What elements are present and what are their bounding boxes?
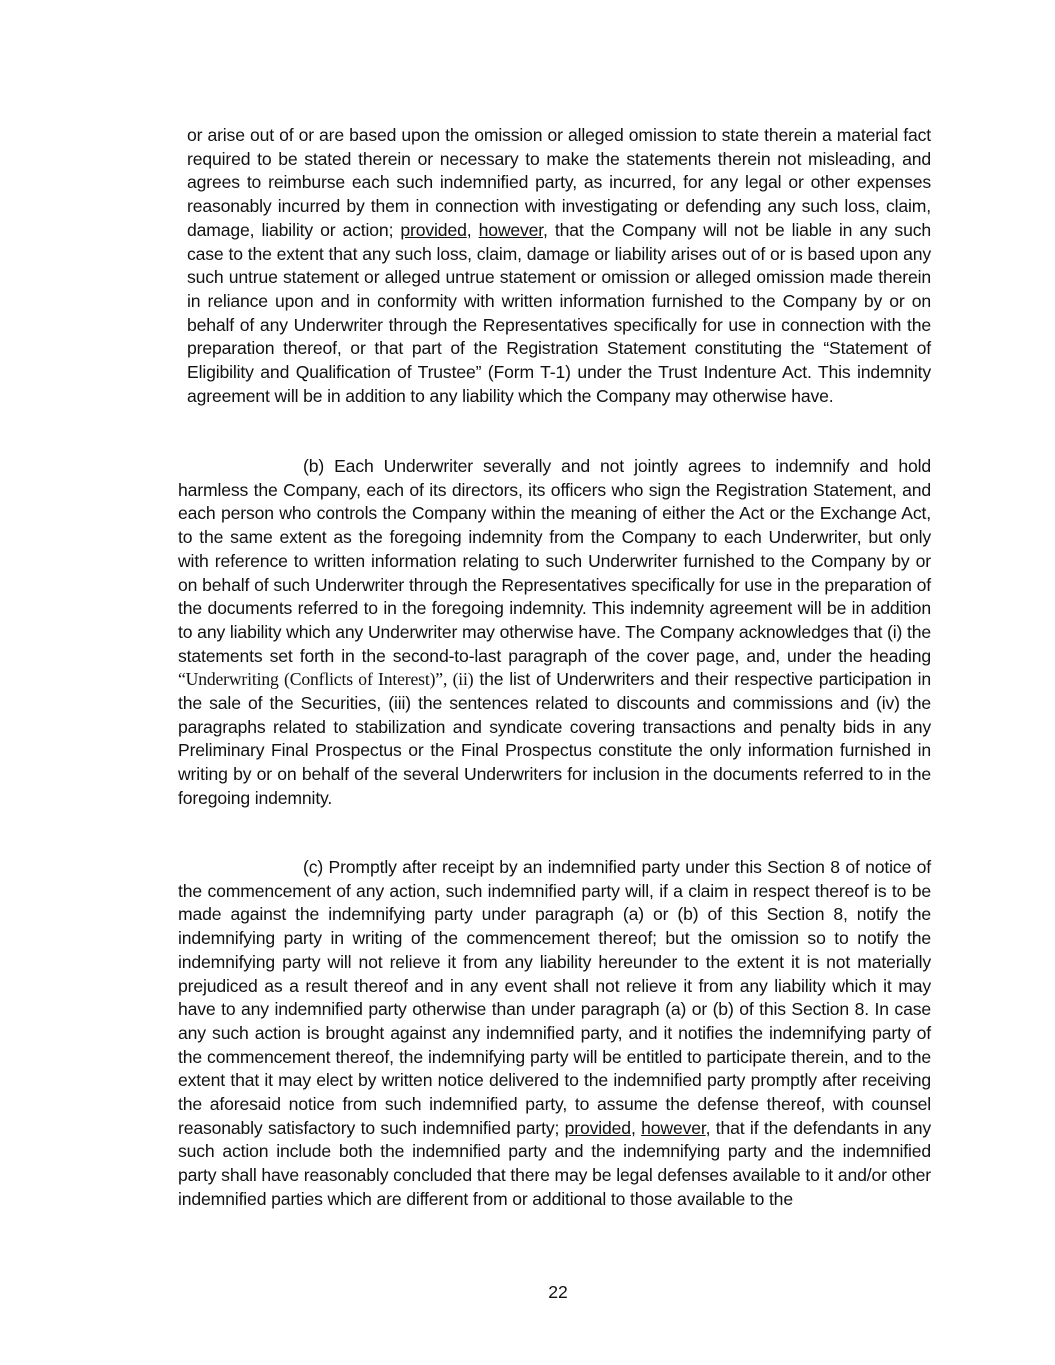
paragraph-b	[178, 455, 931, 811]
separator: ,	[630, 1117, 642, 1138]
separator: ,	[466, 219, 479, 240]
paragraph-c	[178, 856, 931, 1212]
paragraph-c-text-2: , that if the defendants in any such action include both the indemnified party and the indemnifying party and the indemnified party shall have reasonably concluded that there may be legal defenses available to it and/or other indemnified parties which are different from or additional to those available to the	[178, 1117, 932, 1209]
however-underlined: however	[641, 1117, 706, 1138]
paragraph-a-text-1: or arise out of or are based upon the omission or alleged omission to state therein a material fact required to be stated therein or necessary to make the statements therein not misleading, and agrees to reimburse each such indemnified party, as incurred, for any legal or other expenses reasonably incurred by them in connection with investigating or defending any such loss, claim, damage, liability or action;	[187, 125, 931, 240]
paragraph-a-continuation	[187, 124, 931, 408]
provided-underlined: provided	[400, 219, 467, 240]
paragraph-b-text-2: the list of Underwriters and their respective participation in the sale of the Securities, (iii) the sentences related to discounts and commissions and (iv) the paragraphs related to stabilization and syndicate covering transactions and penalty bids in any Preliminary Final Prospectus or the Final Prospectus constitute the only information furnished in writing by or on behalf of the several Underwriters for inclusion in the documents referred to in the foregoing indemnity.	[178, 669, 931, 808]
however-underlined: however	[478, 219, 544, 240]
page-number: 22	[548, 1282, 568, 1302]
paragraph-c-text-1: (c) Promptly after receipt by an indemnified party under this Section 8 of notice of the commencement of any action, such indemnified party will, if a claim in respect thereof is to be made against the indemnifying party under paragraph (a) or (b) of this Section 8, notify the indemnifying party in writing of the commencement thereof; but the omission so to notify the indemnifying party will not relieve it from any liability hereunder to the extent it is not materially prejudiced as a result thereof and in any event shall not relieve it from any liability which it may have to any indemnified party otherwise than under paragraph (a) or (b) of this Section 8. In case any such action is brought against any indemnified party, and it notifies the indemnifying party of the commencement thereof, the indemnifying party will be entitled to participate therein, and to the extent that it may elect by written notice delivered to the indemnified party promptly after receiving the aforesaid notice from such indemnified party, to assume the defense thereof, with counsel reasonably satisfactory to such indemnified party;	[178, 857, 931, 1138]
paragraph-b-serif-heading: “Underwriting (Conflicts of Interest)”, (ii)	[178, 669, 474, 690]
provided-underlined: provided	[564, 1117, 631, 1138]
paragraph-b-text-1: (b) Each Underwriter severally and not jointly agrees to indemnify and hold harmless the Company, each of its directors, its officers who sign the Registration Statement, and each person who controls the Company within the meaning of either the Act or the Exchange Act, to the same extent as the foregoing indemnity from the Company to each Underwriter, but only with reference to written information relating to such Underwriter furnished to the Company by or on behalf of such Underwriter through the Representatives specifically for use in the preparation of the documents referred to in the foregoing indemnity. This indemnity agreement will be in addition to any liability which any Underwriter may otherwise have. The Company acknowledges that (i) the statements set forth in the second-to-last paragraph of the cover page, and, under the heading	[178, 456, 931, 666]
paragraph-a-text-2: , that the Company will not be liable in any such case to the extent that any such loss, claim, damage or liability arises out of or is based upon any such untrue statement or alleged untrue statement or omission or alleged omission made therein in reliance upon and in conformity with written information furnished to the Company by or on behalf of any Underwriter through the Representatives specifically for use in connection with the preparation thereof, or that part of the Registration Statement constituting the “Statement of Eligibility and Qualification of Trustee” (Form T-1) under the Trust Indenture Act. This indemnity agreement will be in addition to any liability which the Company may otherwise have.	[187, 219, 931, 406]
